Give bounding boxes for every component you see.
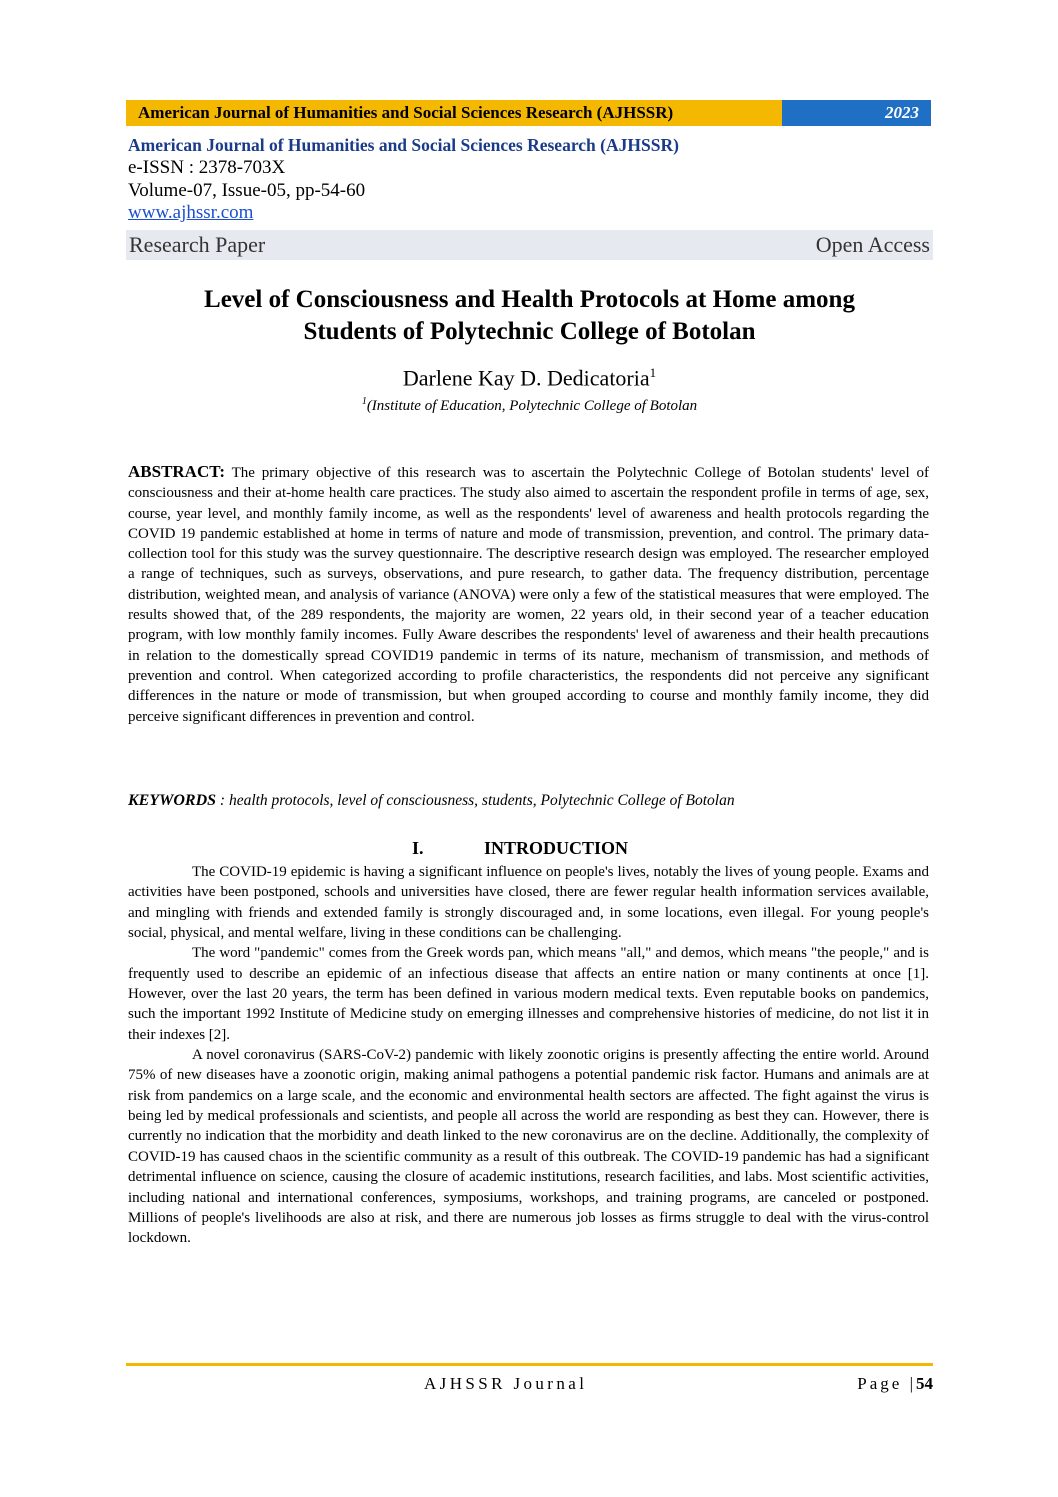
affiliation xyxy=(126,396,933,415)
affiliation-superscript: 1 xyxy=(361,396,367,407)
journal-header-bar xyxy=(126,100,931,126)
abstract-label: ABSTRACT: xyxy=(128,462,225,481)
author-superscript: 1 xyxy=(649,365,657,380)
footer-rule xyxy=(126,1363,933,1366)
author xyxy=(126,365,933,391)
keywords xyxy=(128,792,929,810)
volume-issue: Volume-07, Issue-05, pp-54-60 xyxy=(128,180,366,201)
keywords-label: KEYWORDS xyxy=(128,792,217,809)
paragraph: A novel coronavirus (SARS-CoV-2) pandemic with likely zoonotic origins is presently affecting the entire world. Around 75% of new diseases have a zoonotic origin, making animal pathogens a potential pandemic risk factor. Humans and animals are at risk from pandemics on a large scale, and the economic and environmental health sectors are affected. The fight against the virus is being led by medical professionals and scientists, and people all across the world are responding as best they can. However, there is currently no indication that the morbidity and death linked to the new coronavirus are on the decline. Additionally, the complexity of COVID-19 has caused chaos in the scientific community as a result of this outbreak. The COVID-19 pandemic has had a significant detrimental influence on science, causing the closure of academic institutions, research facilities, and labs. Most scientific activities, including national and international conferences, symposiums, workshops, and training programs, are canceled or postponed. Millions of people's livelihoods are also at risk, and there are numerous job losses as firms struggle to deal with the virus-control lockdown. xyxy=(128,1047,929,1247)
page-number: 54 xyxy=(916,1374,933,1393)
masthead xyxy=(128,134,933,224)
paragraph: The COVID-19 epidemic is having a significant influence on people's lives, notably the lives of young people. Exams and activities have been postponed, schools and universities have closed, there are fewer regular health information services available, and mingling with friends and extended family is strongly discouraged and, in some locations, even illegal. For young people's social, physical, and mental welfare, living in these conditions can be challenging. xyxy=(128,864,929,942)
paper-type-bar xyxy=(126,230,933,260)
header-journal-name: American Journal of Humanities and Social Sciences Research (AJHSSR) xyxy=(126,100,782,126)
introduction-body xyxy=(128,862,929,1249)
affiliation-text: (Institute of Education, Polytechnic College of Botolan xyxy=(366,398,698,414)
abstract xyxy=(128,462,929,727)
author-name: Darlene Kay D. Dedicatoria xyxy=(402,365,650,391)
footer-page-label: Page | xyxy=(857,1374,916,1393)
journal-name: American Journal of Humanities and Social Sciences Research (AJHSSR) xyxy=(128,135,679,155)
section-number: I. xyxy=(412,838,424,858)
header-year: 2023 xyxy=(782,100,931,126)
title-line-1: Level of Consciousness and Health Protocols at Home among xyxy=(204,286,855,313)
abstract-text: The primary objective of this research was to ascertain the Polytechnic College of Botolan students' level of consciousness and their at-home health care practices. The study also aimed to ascertain the respondent profile in terms of age, sex, course, year level, and monthly family income, as well as the respondents' level of awareness and health protocols regarding the COVID 19 pandemic established at home in terms of nature and mode of transmission, prevention, and control. The primary data-collection tool for this study was the survey questionnaire. The descriptive research design was employed. The researcher employed a range of techniques, such as surveys, observations, and pure research, to gather data. The frequency distribution, percentage distribution, weighted mean, and analysis of variance (ANOVA) were only a few of the statistical measures that were employed. The results showed that, of the 289 respondents, the majority are women, 22 years old, in their second year of a teacher education program, with low monthly family incomes. Fully Aware describes the respondents' level of awareness and their health precautions in relation to the domestically spread COVID19 pandemic in terms of its nature, mechanism of transmission, and methods of prevention and control. When categorized according to profile characteristics, the respondents did not perceive any significant differences in the nature or mode of transmission, but when grouped according to course and monthly family income, they did perceive significant differences in prevention and control. xyxy=(128,465,929,725)
paragraph: The word "pandemic" comes from the Greek words pan, which means "all," and demos, which means "the people," and is frequently used to describe an epidemic of an infectious disease that affects an entire nation or many continents at once [1]. However, over the last 20 years, the term has been defined in various modern medical texts. Even reputable books on pandemics, such the important 1992 Institute of Medicine study on emerging illnesses and comprehensive histories of medicine, do not list it in their indexes [2]. xyxy=(128,945,929,1043)
footer-page xyxy=(857,1374,933,1394)
journal-website-link[interactable]: www.ajhssr.com xyxy=(128,202,254,223)
section-title: INTRODUCTION xyxy=(484,838,629,858)
paper-type: Research Paper xyxy=(129,232,266,257)
access-type: Open Access xyxy=(815,232,930,257)
eissn: e-ISSN : 2378-703X xyxy=(128,157,286,178)
footer-journal: AJHSSR Journal xyxy=(424,1374,588,1393)
paper-title xyxy=(126,284,933,348)
keywords-text: : health protocols, level of consciousness, students, Polytechnic College of Botolan xyxy=(216,792,735,809)
title-line-2: Students of Polytechnic College of Botolan xyxy=(303,318,756,345)
